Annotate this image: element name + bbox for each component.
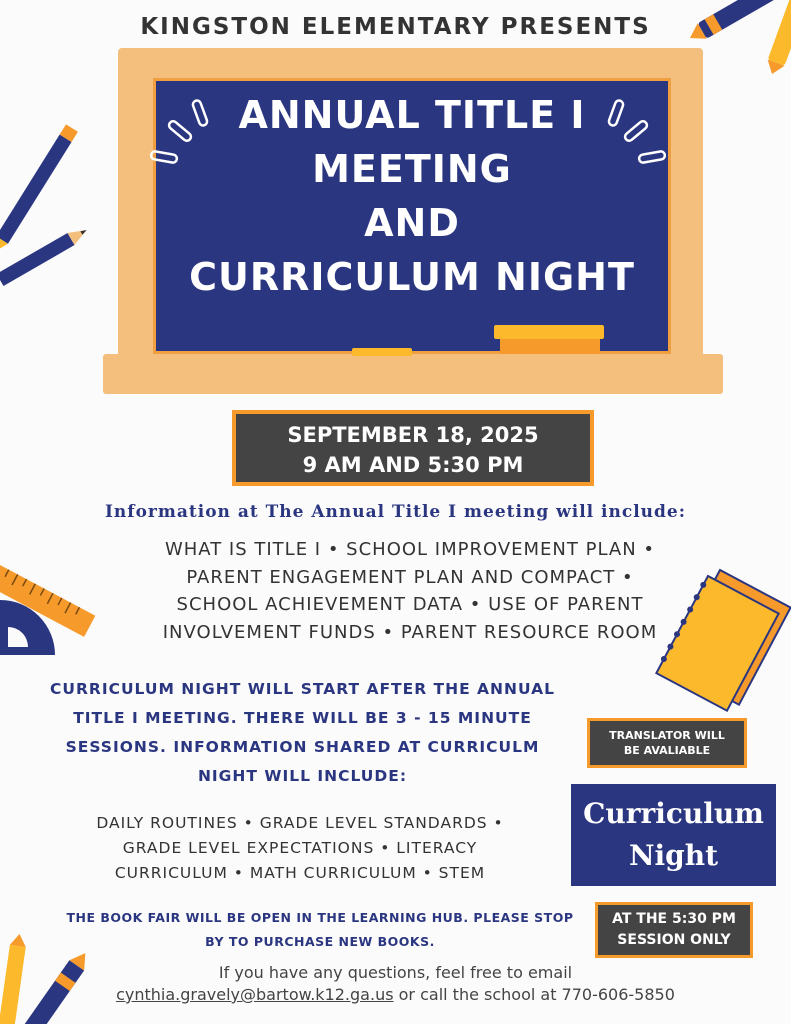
book-fair-note: [60, 906, 580, 954]
curriculum-intro-line: CURRICULUM NIGHT WILL START AFTER THE ANNUAL: [50, 680, 555, 698]
session-badge: [595, 902, 753, 958]
curriculum-topics: [60, 811, 540, 886]
title-one-topic-line: WHAT IS TITLE I • SCHOOL IMPROVEMENT PLAN •: [164, 539, 656, 560]
curriculum-intro: [30, 675, 575, 791]
email-link[interactable]: cynthia.gravely@bartow.k12.ga.us: [116, 985, 394, 1004]
session-line: SESSION ONLY: [617, 932, 731, 948]
title-one-topics: [100, 536, 720, 646]
event-date: SEPTEMBER 18, 2025: [287, 423, 539, 447]
title-line-2: MEETING: [312, 147, 512, 191]
translator-badge: [587, 718, 747, 768]
translator-line: TRANSLATOR WILL: [609, 729, 725, 742]
title-line-3: AND: [364, 201, 460, 245]
session-line: AT THE 5:30 PM: [612, 911, 736, 927]
curriculum-intro-line: TITLE I MEETING. THERE WILL BE 3 - 15 MINUTE: [73, 709, 532, 727]
title-one-topic-line: SCHOOL ACHIEVEMENT DATA • USE OF PARENT: [176, 594, 644, 615]
translator-line: BE AVALIABLE: [623, 744, 711, 757]
curriculum-intro-line: NIGHT WILL INCLUDE:: [197, 767, 408, 785]
curriculum-topic-line: GRADE LEVEL EXPECTATIONS • LITERACY: [122, 839, 478, 857]
title-one-topic-line: PARENT ENGAGEMENT PLAN AND COMPACT •: [186, 566, 634, 588]
contact-phone-text: or call the school at 770-606-5850: [393, 985, 675, 1004]
book-fair-line: THE BOOK FAIR WILL BE OPEN IN THE LEARNING HUB. PLEASE STOP: [66, 910, 574, 925]
chalk-stick: [352, 348, 412, 356]
title-one-heading: Information at The Annual Title I meeting will include:: [104, 502, 687, 522]
presenter-heading: KINGSTON ELEMENTARY PRESENTS: [140, 14, 651, 40]
title-one-topic-line: INVOLVEMENT FUNDS • PARENT RESOURCE ROOM: [162, 621, 658, 643]
contact-line-2: [0, 984, 791, 1006]
ruler-protractor-icon: [0, 555, 100, 660]
book-fair-line: BY TO PURCHASE NEW BOOKS.: [205, 934, 435, 949]
badge-line: Curriculum: [583, 797, 764, 830]
curriculum-topic-line: CURRICULUM • MATH CURRICULUM • STEM: [114, 864, 486, 882]
contact-line-1: If you have any questions, feel free to email: [218, 963, 573, 982]
eraser-base: [500, 338, 600, 354]
pencils-left-icon: [0, 110, 95, 290]
eraser-top: [494, 325, 604, 339]
title-line-4: CURRICULUM NIGHT: [189, 255, 635, 299]
badge-line: Night: [628, 839, 719, 872]
title-line-1: ANNUAL TITLE I: [238, 93, 586, 137]
contact-info: [0, 962, 791, 1006]
chalkboard-shelf: [103, 354, 723, 394]
curriculum-intro-line: SESSIONS. INFORMATION SHARED AT CURRICULM: [65, 738, 540, 756]
curriculum-night-badge: [571, 784, 776, 886]
event-times: 9 AM AND 5:30 PM: [302, 453, 524, 477]
date-time-box: [232, 410, 594, 486]
curriculum-topic-line: DAILY ROUTINES • GRADE LEVEL STANDARDS •: [96, 814, 504, 832]
event-title: [153, 88, 671, 304]
